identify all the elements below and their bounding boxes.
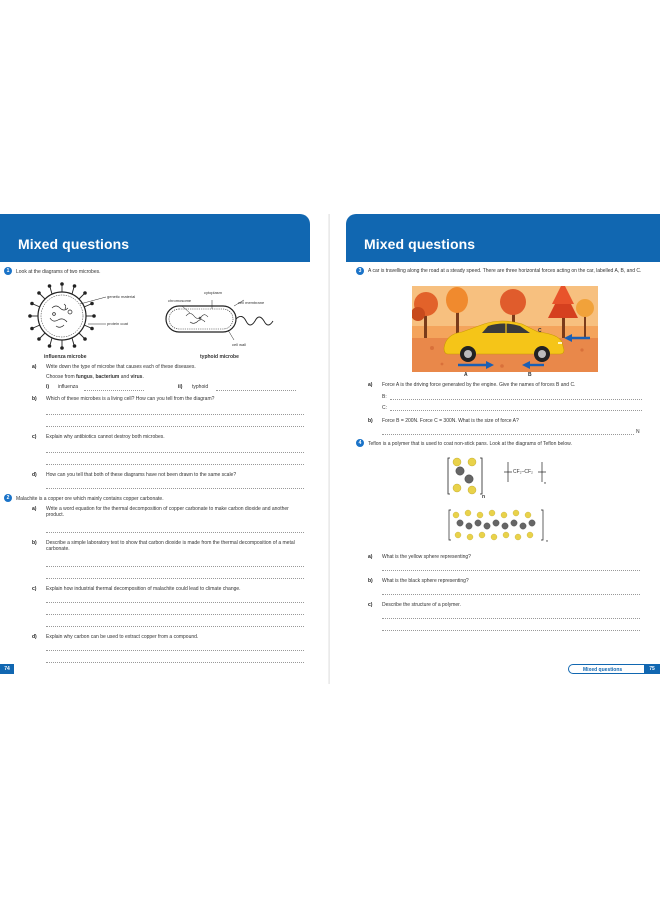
q4c-text: Describe the structure of a polymer. (382, 602, 461, 608)
question-2-prompt: Malachite is a copper ore which mainly contains copper carbonate. (16, 496, 164, 502)
influenza-virus-drawing (28, 282, 106, 350)
q2b-answer-line-2[interactable] (46, 578, 304, 579)
question-4-prompt: Teflon is a polymer that is used to coat non-stick pans. Look at the diagrams of Teflon below. (368, 441, 572, 447)
q1b-answer-line-2[interactable] (46, 426, 304, 427)
q1a-label: a) (32, 364, 37, 370)
q1c-label: c) (32, 434, 37, 440)
label-genetic-material: genetic material (107, 294, 136, 299)
q3a-b-prompt: B: (382, 394, 387, 400)
book-spread (0, 214, 660, 684)
q4a-label: a) (368, 554, 373, 560)
q1b-text: Which of these microbes is a living cell? How can you tell from the diagram? (46, 396, 215, 402)
q3a-b-answer-line[interactable] (390, 399, 642, 400)
q4b-text: What is the black sphere representing? (382, 578, 469, 584)
teflon-polymer-chain (448, 508, 548, 542)
question-2-number: 2 (4, 494, 12, 502)
q3a-c-prompt: C: (382, 405, 387, 411)
force-c-label: C (538, 328, 542, 334)
q1d-text: How can you tell that both of these diagrams have not been drawn to the same scale? (46, 472, 237, 478)
q4c-label: c) (368, 602, 373, 608)
q3b-text: Force B = 200N. Force C = 300N. What is the size of force A? (382, 418, 519, 424)
q1c-text: Explain why antibiotics cannot destroy both microbes. (46, 434, 165, 440)
teflon-formula: CF₂–CF₂ (513, 469, 533, 475)
q1b-answer-line-1[interactable] (46, 414, 304, 415)
influenza-microbe-caption: influenza microbe (44, 354, 87, 360)
teflon-monomer-model (446, 452, 488, 500)
label-cell-membrane: cell membrane (238, 300, 265, 305)
q2d-text: Explain why carbon can be used to extract copper from a compound. (46, 634, 199, 640)
q1a-choose-from: Choose from fungus, bacterium and virus. (46, 374, 144, 380)
q4c-answer-line-2[interactable] (382, 630, 640, 631)
car-forces-illustration (412, 286, 598, 372)
right-title-banner (346, 214, 660, 262)
typhoid-bacterium-drawing (166, 300, 273, 340)
right-page-number: 75 (644, 665, 660, 674)
q1a-ii-text: typhoid (192, 384, 209, 390)
q2d-answer-line-2[interactable] (46, 662, 304, 663)
q1a-ii-label: ii) (178, 384, 183, 390)
right-page-footer (568, 664, 660, 674)
q2b-answer-line-1[interactable] (46, 566, 304, 567)
q2d-label: d) (32, 634, 37, 640)
q2c-answer-line-1[interactable] (46, 602, 304, 603)
q2a-text: Write a word equation for the thermal decomposition of copper carbonate to make carbon dioxide and another product. (46, 506, 289, 518)
q1c-answer-line-2[interactable] (46, 464, 304, 465)
q1a-i-label: i) (46, 384, 50, 390)
label-protein-coat: protein coat (107, 321, 128, 326)
left-page-number: 74 (0, 664, 14, 674)
typhoid-microbe-caption: typhoid microbe (200, 354, 239, 360)
formula-subscript-n: n (544, 480, 547, 485)
left-page-title: Mixed questions (18, 236, 130, 252)
q2c-label: c) (32, 586, 37, 592)
q3b-unit: N (636, 429, 640, 435)
q3b-answer-line[interactable] (382, 434, 634, 435)
label-chromosome: chromosome (168, 298, 192, 303)
force-a-label: A (464, 372, 468, 378)
q1b-label: b) (32, 396, 37, 402)
question-1-prompt: Look at the diagrams of two microbes. (16, 269, 101, 275)
q3a-c-answer-line[interactable] (390, 410, 642, 411)
q1d-answer-line[interactable] (46, 488, 304, 489)
label-cell-wall: cell wall (232, 342, 247, 347)
q1a-i-answer-line[interactable] (84, 390, 144, 391)
q2c-text: Explain how industrial thermal decomposition of malachite could lead to climate change. (46, 586, 241, 592)
chain-subscript-n: n (546, 538, 549, 543)
monomer-model-subscript-n: n (482, 494, 486, 500)
left-page (0, 214, 330, 684)
q2a-label: a) (32, 506, 37, 512)
q4a-answer-line[interactable] (382, 570, 640, 571)
q1d-label: d) (32, 472, 37, 478)
q1a-i-text: influenza (58, 384, 79, 390)
q2c-answer-line-3[interactable] (46, 626, 304, 627)
question-4-number: 4 (356, 439, 364, 447)
label-cytoplasm: cytoplasm (204, 290, 223, 295)
q2a-answer-line[interactable] (46, 532, 304, 533)
q2b-label: b) (32, 540, 37, 546)
question-3-number: 3 (356, 267, 364, 275)
q1c-answer-line-1[interactable] (46, 452, 304, 453)
q3a-text: Force A is the driving force generated by the engine. Give the names of forces B and C. (382, 382, 576, 388)
question-3-prompt: A car is travelling along the road at a steady speed. There are three horizontal forces acting on the car, labelled A, B, and C. (368, 268, 642, 274)
question-1-number: 1 (4, 267, 12, 275)
q3b-label: b) (368, 418, 373, 424)
q4a-text: What is the yellow sphere representing? (382, 554, 471, 560)
footer-section-label: Mixed questions (583, 667, 623, 673)
q4c-answer-line-1[interactable] (382, 618, 640, 619)
q4b-label: b) (368, 578, 373, 584)
q1a-text: Write down the type of microbe that causes each of these diseases. (46, 364, 196, 370)
right-page-title: Mixed questions (364, 236, 476, 252)
q3a-label: a) (368, 382, 373, 388)
left-title-banner (0, 214, 310, 262)
q4b-answer-line[interactable] (382, 594, 640, 595)
q2b-text: Describe a simple laboratory test to show that carbon dioxide is made from the thermal decomposition of a metal carbonate. (46, 540, 295, 552)
force-b-label: B (528, 372, 532, 378)
q2c-answer-line-2[interactable] (46, 614, 304, 615)
q1a-ii-answer-line[interactable] (216, 390, 296, 391)
q2d-answer-line-1[interactable] (46, 650, 304, 651)
microbe-diagrams (14, 280, 284, 360)
right-page (330, 214, 660, 684)
